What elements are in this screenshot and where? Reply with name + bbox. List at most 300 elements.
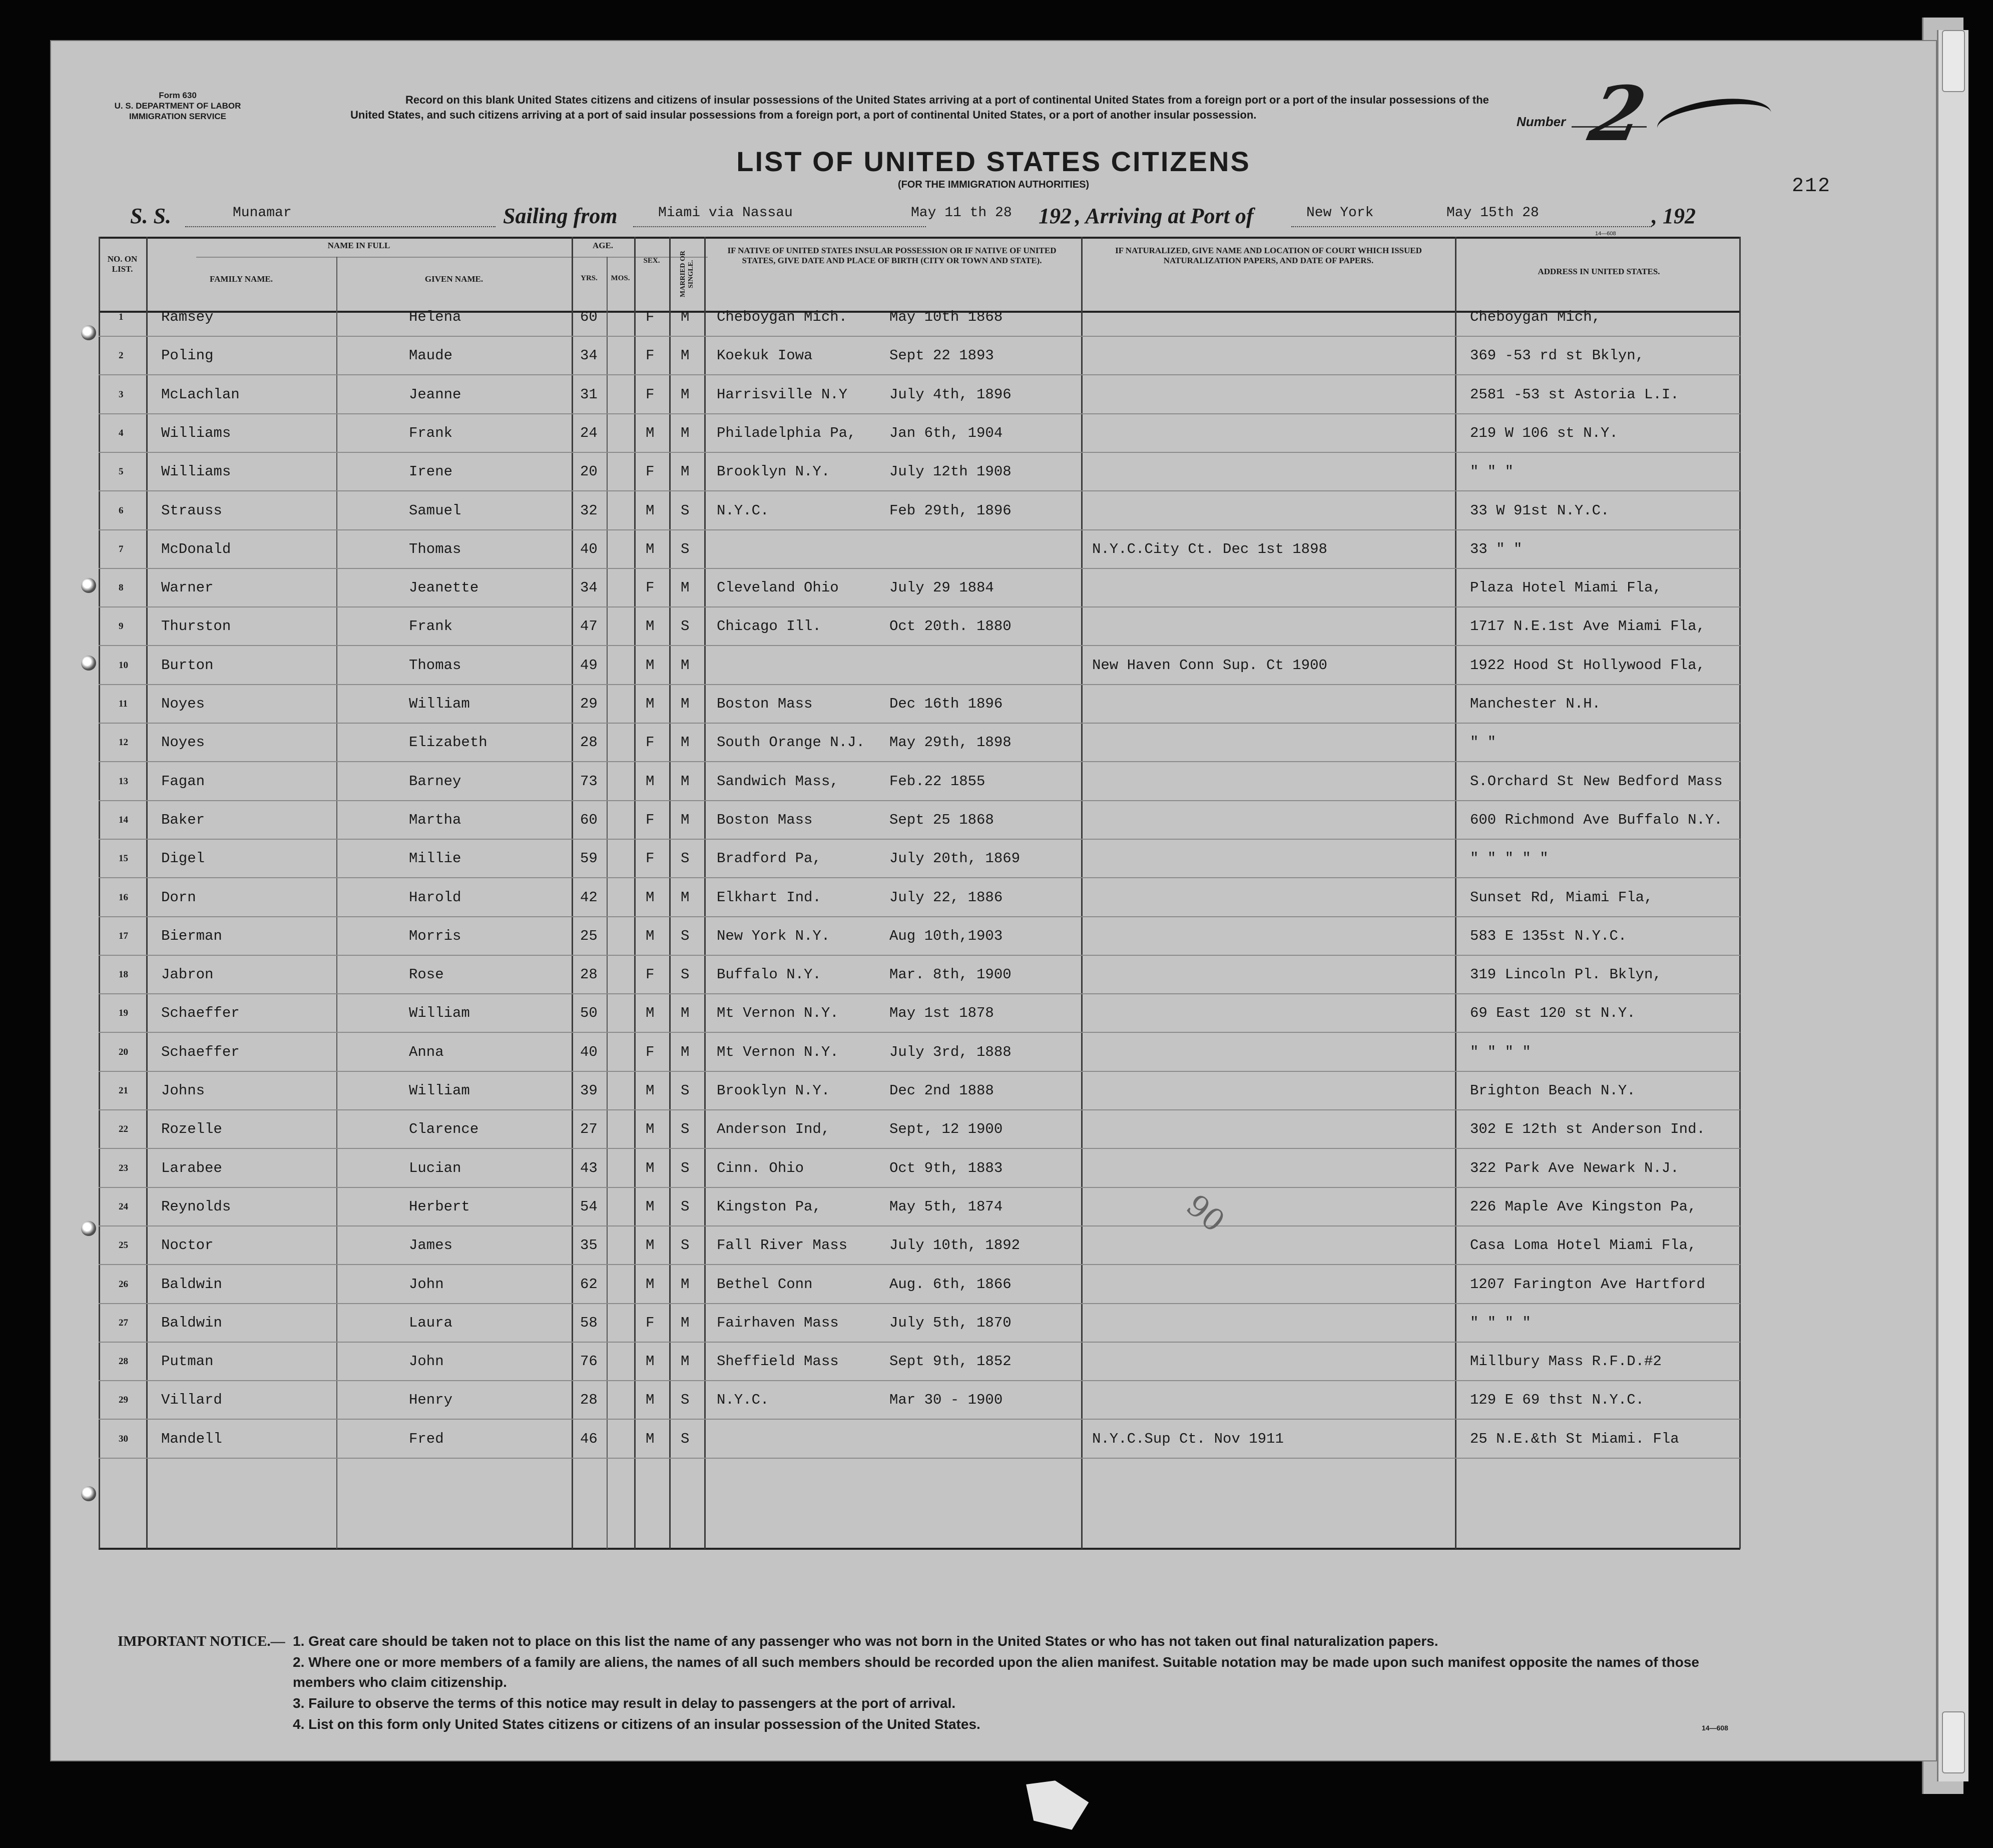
- address: " " " " ": [1470, 850, 1549, 867]
- address: Millbury Mass R.F.D.#2: [1470, 1353, 1662, 1370]
- birth-date: July 3rd, 1888: [889, 1043, 1012, 1060]
- row-number: 23: [119, 1162, 128, 1173]
- given-name: Martha: [409, 811, 461, 828]
- table-row: [99, 305, 1740, 343]
- col-header-address: ADDRESS IN UNITED STATES.: [1538, 267, 1660, 276]
- table-row: [99, 537, 1740, 575]
- given-name: William: [409, 1005, 470, 1022]
- age-years: 76: [580, 1353, 598, 1370]
- marital-status: M: [681, 347, 690, 364]
- birth-place: Kingston Pa,: [717, 1198, 821, 1215]
- from-underline: [633, 226, 926, 227]
- address: 1922 Hood St Hollywood Fla,: [1470, 657, 1705, 674]
- birth-date: July 12th 1908: [889, 463, 1012, 480]
- sex: F: [646, 347, 655, 364]
- row-number: 16: [119, 892, 128, 903]
- table-row: [99, 614, 1740, 653]
- row-rule: [99, 1109, 1740, 1110]
- age-years: 73: [580, 773, 598, 790]
- address: Plaza Hotel Miami Fla,: [1470, 579, 1662, 596]
- birth-place: Harrisville N.Y: [717, 386, 848, 403]
- address: Cheboygan Mich,: [1470, 309, 1601, 325]
- row-rule: [99, 1342, 1740, 1343]
- row-number: 2: [119, 350, 124, 361]
- sex: F: [646, 579, 655, 596]
- marital-status: M: [681, 386, 690, 403]
- given-name: Jeanette: [409, 579, 479, 596]
- age-years: 42: [580, 889, 598, 906]
- sex: M: [646, 618, 655, 635]
- given-name: Lucian: [409, 1159, 461, 1176]
- notice-item: 3. Failure to observe the terms of this notice may result in delay to passengers at the port of arrival.: [293, 1695, 956, 1711]
- table-row: [99, 730, 1740, 769]
- birth-date: Aug. 6th, 1866: [889, 1276, 1012, 1293]
- marital-status: M: [681, 1005, 690, 1022]
- address: Sunset Rd, Miami Fla,: [1470, 889, 1653, 906]
- marital-status: S: [681, 540, 690, 557]
- row-rule: [99, 916, 1740, 917]
- page-title: LIST OF UNITED STATES CITIZENS: [736, 146, 1251, 177]
- marital-status: S: [681, 502, 690, 519]
- address: 600 Richmond Ave Buffalo N.Y.: [1470, 811, 1723, 828]
- row-rule: [99, 1419, 1740, 1420]
- age-years: 40: [580, 540, 598, 557]
- address: " ": [1470, 734, 1497, 751]
- marital-status: S: [681, 1392, 690, 1409]
- row-number: 9: [119, 621, 124, 632]
- row-number: 1: [119, 312, 124, 322]
- notice-heading: IMPORTANT NOTICE.—: [118, 1633, 285, 1649]
- row-rule: [99, 800, 1740, 801]
- family-name: Poling: [161, 347, 214, 364]
- col-header-yrs: YRS.: [581, 274, 598, 282]
- sex: M: [646, 424, 655, 441]
- birth-place: Philadelphia Pa,: [717, 424, 856, 441]
- row-rule: [99, 568, 1740, 569]
- row-rule: [99, 1148, 1740, 1149]
- marital-status: M: [681, 424, 690, 441]
- birth-date: Sept 22 1893: [889, 347, 994, 364]
- marital-status: S: [681, 1430, 690, 1447]
- sex: M: [646, 1430, 655, 1447]
- form-number: Form 630: [159, 91, 197, 100]
- col-header-sex: SEX.: [643, 257, 660, 265]
- family-name: Noyes: [161, 734, 205, 751]
- row-number: 22: [119, 1124, 128, 1135]
- given-name: John: [409, 1276, 444, 1293]
- birth-place: Boston Mass: [717, 696, 813, 712]
- birth-date: Feb 29th, 1896: [889, 502, 1012, 519]
- address: 322 Park Ave Newark N.J.: [1470, 1159, 1679, 1176]
- marital-status: S: [681, 1082, 690, 1099]
- address: 226 Maple Ave Kingston Pa,: [1470, 1198, 1697, 1215]
- notice-item: 1. Great care should be taken not to place on this list the name of any passenger who was not born in the United States or who has not taken out final naturalization papers.: [293, 1633, 1438, 1649]
- family-name: Baldwin: [161, 1276, 222, 1293]
- marital-status: M: [681, 657, 690, 674]
- punch-hole: [81, 578, 96, 593]
- row-rule: [99, 955, 1740, 956]
- binding-strap: [1942, 1711, 1965, 1773]
- table-row: [99, 1156, 1740, 1194]
- sex: F: [646, 1314, 655, 1331]
- row-rule: [99, 1071, 1740, 1072]
- col-header-birth: IF NATIVE OF UNITED STATES INSULAR POSSESSION OR IF NATIVE OF UNITED STATES, GIVE DATE AND PLACE OF BIRTH (CITY OR TOWN AND STATE).: [727, 246, 1057, 265]
- table-row: [99, 808, 1740, 846]
- birth-place: Bethel Conn: [717, 1276, 813, 1293]
- row-rule: [99, 877, 1740, 878]
- address: 1717 N.E.1st Ave Miami Fla,: [1470, 618, 1705, 635]
- row-number: 8: [119, 582, 124, 593]
- table-row: [99, 1117, 1740, 1155]
- row-number: 4: [119, 427, 124, 438]
- row-rule: [99, 1380, 1740, 1381]
- given-name: Frank: [409, 424, 453, 441]
- age-years: 54: [580, 1198, 598, 1215]
- row-rule: [99, 1225, 1740, 1226]
- birth-place: Fall River Mass: [717, 1237, 848, 1254]
- age-years: 27: [580, 1121, 598, 1138]
- col-header-married-single: MARRIED OR SINGLE.: [679, 251, 695, 298]
- family-name: Bierman: [161, 927, 222, 944]
- birth-date: Feb.22 1855: [889, 773, 985, 790]
- birth-date: July 5th, 1870: [889, 1314, 1012, 1331]
- birth-date: May 1st 1878: [889, 1005, 994, 1022]
- age-years: 60: [580, 811, 598, 828]
- row-number: 25: [119, 1240, 128, 1251]
- given-name: Fred: [409, 1430, 444, 1447]
- address: Manchester N.H.: [1470, 696, 1601, 712]
- sex: F: [646, 1043, 655, 1060]
- sex: F: [646, 811, 655, 828]
- address: " " " ": [1470, 1314, 1531, 1331]
- margin-annotation: 90: [1179, 1187, 1231, 1240]
- address: 1207 Farington Ave Hartford: [1470, 1276, 1705, 1293]
- given-name: Henry: [409, 1392, 453, 1409]
- handwritten-stroke: [1654, 92, 1774, 149]
- arrival-date: May 15th 28: [1446, 205, 1539, 221]
- age-years: 28: [580, 1392, 598, 1409]
- age-years: 28: [580, 966, 598, 983]
- sex: M: [646, 1198, 655, 1215]
- birth-place: Chicago Ill.: [717, 618, 821, 635]
- age-years: 28: [580, 734, 598, 751]
- birth-date: Sept 25 1868: [889, 811, 994, 828]
- table-row: [99, 1001, 1740, 1039]
- service-name: IMMIGRATION SERVICE: [129, 112, 226, 121]
- given-name: Elizabeth: [409, 734, 487, 751]
- birth-date: July 29 1884: [889, 579, 994, 596]
- row-number: 15: [119, 853, 128, 864]
- table-row: [99, 885, 1740, 924]
- birth-date: Sept, 12 1900: [889, 1121, 1003, 1138]
- address: 219 W 106 st N.Y.: [1470, 424, 1618, 441]
- arrival-underline: [1291, 226, 1652, 227]
- age-years: 47: [580, 618, 598, 635]
- given-name: Thomas: [409, 540, 461, 557]
- print-code: 14—608: [1595, 231, 1616, 237]
- given-name: Samuel: [409, 502, 461, 519]
- sex: M: [646, 502, 655, 519]
- row-number: 21: [119, 1085, 128, 1096]
- sex: M: [646, 773, 655, 790]
- birth-place: Cleveland Ohio: [717, 579, 839, 596]
- given-name: Millie: [409, 850, 461, 867]
- punch-hole: [81, 1486, 96, 1501]
- sex: M: [646, 1237, 655, 1254]
- birth-date: Aug 10th,1903: [889, 927, 1003, 944]
- col-header-name-in-full: NAME IN FULL: [327, 241, 390, 250]
- marital-status: S: [681, 1198, 690, 1215]
- sex: M: [646, 657, 655, 674]
- row-number: 6: [119, 505, 124, 516]
- row-rule: [99, 684, 1740, 685]
- birth-place: Brooklyn N.Y.: [717, 1082, 830, 1099]
- birth-date: July 10th, 1892: [889, 1237, 1021, 1254]
- row-number: 29: [119, 1395, 128, 1406]
- birth-place: Mt Vernon N.Y.: [717, 1043, 839, 1060]
- birth-date: May 10th 1868: [889, 309, 1003, 325]
- manifest-sheet: [50, 40, 1937, 1761]
- family-name: Putman: [161, 1353, 214, 1370]
- sex: F: [646, 966, 655, 983]
- given-name: Morris: [409, 927, 461, 944]
- age-years: 20: [580, 463, 598, 480]
- row-number: 5: [119, 466, 124, 477]
- back-page: [1937, 30, 1968, 1781]
- given-name: Irene: [409, 463, 453, 480]
- birth-date: July 22, 1886: [889, 889, 1003, 906]
- birth-place: New York N.Y.: [717, 927, 830, 944]
- address: 33 W 91st N.Y.C.: [1470, 502, 1610, 519]
- given-name: Frank: [409, 618, 453, 635]
- sex: F: [646, 463, 655, 480]
- table-bottom-rule: [99, 1548, 1740, 1550]
- row-number: 10: [119, 660, 128, 671]
- given-name: Rose: [409, 966, 444, 983]
- birth-place: Koekuk Iowa: [717, 347, 813, 364]
- birth-date: Oct 9th, 1883: [889, 1159, 1003, 1176]
- family-name: Fagan: [161, 773, 205, 790]
- sex: M: [646, 927, 655, 944]
- family-name: Williams: [161, 463, 231, 480]
- family-name: Ramsey: [161, 309, 214, 325]
- given-name: Clarence: [409, 1121, 479, 1138]
- family-name: Reynolds: [161, 1198, 231, 1215]
- sex: M: [646, 696, 655, 712]
- marital-status: M: [681, 811, 690, 828]
- family-name: Noyes: [161, 696, 205, 712]
- birth-date: Mar 30 - 1900: [889, 1392, 1003, 1409]
- notice-items: [293, 1631, 1734, 1735]
- birth-date: Dec 2nd 1888: [889, 1082, 994, 1099]
- list-number: 2: [1582, 70, 1654, 158]
- table-row: [99, 421, 1740, 459]
- birth-date: Mar. 8th, 1900: [889, 966, 1012, 983]
- birth-date: Dec 16th 1896: [889, 696, 1003, 712]
- row-rule: [99, 413, 1740, 414]
- naturalization: New Haven Conn Sup. Ct 1900: [1092, 657, 1327, 674]
- table-row: [99, 575, 1740, 614]
- family-name: McDonald: [161, 540, 231, 557]
- punch-hole: [81, 325, 96, 340]
- birth-date: Sept 9th, 1852: [889, 1353, 1012, 1370]
- page-subtitle: (FOR THE IMMIGRATION AUTHORITIES): [897, 179, 1090, 190]
- age-years: 39: [580, 1082, 598, 1099]
- table-row: [99, 769, 1740, 808]
- given-name: William: [409, 1082, 470, 1099]
- family-name: Jabron: [161, 966, 214, 983]
- row-rule: [99, 374, 1740, 375]
- birth-place: Mt Vernon N.Y.: [717, 1005, 839, 1022]
- sailing-date: May 11 th 28: [911, 205, 1012, 221]
- sex: M: [646, 540, 655, 557]
- row-number: 19: [119, 1008, 128, 1019]
- marital-status: M: [681, 696, 690, 712]
- punch-hole: [81, 1221, 96, 1236]
- birth-place: South Orange N.J.: [717, 734, 865, 751]
- given-name: William: [409, 696, 470, 712]
- row-number: 12: [119, 737, 128, 748]
- given-name: Laura: [409, 1314, 453, 1331]
- sex: M: [646, 1159, 655, 1176]
- table-row: [99, 653, 1740, 692]
- row-rule: [99, 1303, 1740, 1304]
- row-rule: [99, 761, 1740, 762]
- age-years: 58: [580, 1314, 598, 1331]
- sex: M: [646, 1082, 655, 1099]
- given-name: Helena: [409, 309, 461, 325]
- address: 25 N.E.&th St Miami. Fla: [1470, 1430, 1679, 1447]
- row-number: 18: [119, 969, 128, 980]
- naturalization: N.Y.C.City Ct. Dec 1st 1898: [1092, 540, 1327, 557]
- table-row: [99, 962, 1740, 1001]
- age-years: 59: [580, 850, 598, 867]
- birth-date: July 20th, 1869: [889, 850, 1021, 867]
- row-rule: [99, 336, 1740, 337]
- address: " " " ": [1470, 1043, 1531, 1060]
- table-row: [99, 459, 1740, 498]
- birth-place: Cheboygan Mich.: [717, 309, 848, 325]
- notice-item: 2. Where one or more members of a family are aliens, the names of all such members should be recorded upon the alien manifest. Suitable notation may be made upon such manifest opposite the names of those members who claim citizenship.: [293, 1654, 1699, 1690]
- address: S.Orchard St New Bedford Mass: [1470, 773, 1723, 790]
- page-number: 212: [1792, 175, 1831, 198]
- address: Brighton Beach N.Y.: [1470, 1082, 1636, 1099]
- table-row: [99, 1349, 1740, 1388]
- sex: F: [646, 386, 655, 403]
- marital-status: S: [681, 618, 690, 635]
- birth-place: Brooklyn N.Y.: [717, 463, 830, 480]
- marital-status: M: [681, 1276, 690, 1293]
- age-years: 24: [580, 424, 598, 441]
- age-years: 49: [580, 657, 598, 674]
- marital-status: S: [681, 927, 690, 944]
- binding-strap: [1942, 30, 1965, 92]
- name-subheader-rule: [196, 257, 708, 258]
- birth-date: July 4th, 1896: [889, 386, 1012, 403]
- given-name: Jeanne: [409, 386, 461, 403]
- family-name: Johns: [161, 1082, 205, 1099]
- table-row: [99, 382, 1740, 421]
- sex: M: [646, 1276, 655, 1293]
- marital-status: M: [681, 734, 690, 751]
- ship-underline: [185, 226, 495, 227]
- family-name: Villard: [161, 1392, 222, 1409]
- ship-name: Munamar: [233, 205, 292, 221]
- given-name: Barney: [409, 773, 461, 790]
- address: 302 E 12th st Anderson Ind.: [1470, 1121, 1705, 1138]
- marital-status: S: [681, 1159, 690, 1176]
- marital-status: M: [681, 773, 690, 790]
- family-name: Schaeffer: [161, 1005, 240, 1022]
- birth-place: Cinn. Ohio: [717, 1159, 804, 1176]
- family-name: Thurston: [161, 618, 231, 635]
- row-rule: [99, 452, 1740, 453]
- age-years: 50: [580, 1005, 598, 1022]
- family-name: McLachlan: [161, 386, 240, 403]
- row-number: 11: [119, 699, 128, 709]
- address: 129 E 69 thst N.Y.C.: [1470, 1392, 1645, 1409]
- address: 369 -53 rd st Bklyn,: [1470, 347, 1645, 364]
- marital-status: M: [681, 309, 690, 325]
- birth-place: Sandwich Mass,: [717, 773, 839, 790]
- sex: F: [646, 734, 655, 751]
- row-number: 30: [119, 1433, 128, 1444]
- row-rule: [99, 606, 1740, 607]
- sex: M: [646, 889, 655, 906]
- sex: F: [646, 309, 655, 325]
- family-name: Williams: [161, 424, 231, 441]
- birth-date: Oct 20th. 1880: [889, 618, 1012, 635]
- number-label: Number: [1517, 114, 1566, 129]
- age-years: 34: [580, 347, 598, 364]
- marital-status: S: [681, 1237, 690, 1254]
- year-printed-2: , 192: [1652, 204, 1696, 228]
- row-number: 13: [119, 776, 128, 787]
- family-name: Digel: [161, 850, 205, 867]
- sex: M: [646, 1392, 655, 1409]
- sex: M: [646, 1005, 655, 1022]
- address: 33 " ": [1470, 540, 1523, 557]
- arrival-port: New York: [1306, 205, 1374, 221]
- age-years: 60: [580, 309, 598, 325]
- table-row: [99, 846, 1740, 885]
- given-name: Maude: [409, 347, 453, 364]
- row-rule: [99, 529, 1740, 530]
- birth-date: Jan 6th, 1904: [889, 424, 1003, 441]
- given-name: John: [409, 1353, 444, 1370]
- address: 583 E 135st N.Y.C.: [1470, 927, 1627, 944]
- age-years: 62: [580, 1276, 598, 1293]
- table-row: [99, 343, 1740, 382]
- birth-place: Anderson Ind,: [717, 1121, 830, 1138]
- form-identifier: [95, 90, 260, 122]
- row-rule: [99, 1264, 1740, 1265]
- given-name: Anna: [409, 1043, 444, 1060]
- age-years: 31: [580, 386, 598, 403]
- row-rule: [99, 839, 1740, 840]
- address: " " ": [1470, 463, 1514, 480]
- birth-place: N.Y.C.: [717, 502, 769, 519]
- given-name: Harold: [409, 889, 461, 906]
- marital-status: S: [681, 966, 690, 983]
- family-name: Burton: [161, 657, 214, 674]
- table-row: [99, 498, 1740, 537]
- row-number: 28: [119, 1356, 128, 1367]
- birth-place: Boston Mass: [717, 811, 813, 828]
- birth-place: Sheffield Mass: [717, 1353, 839, 1370]
- notice-item: 4. List on this form only United States citizens or citizens of an insular possession of the United States.: [293, 1716, 980, 1732]
- address: 319 Lincoln Pl. Bklyn,: [1470, 966, 1662, 983]
